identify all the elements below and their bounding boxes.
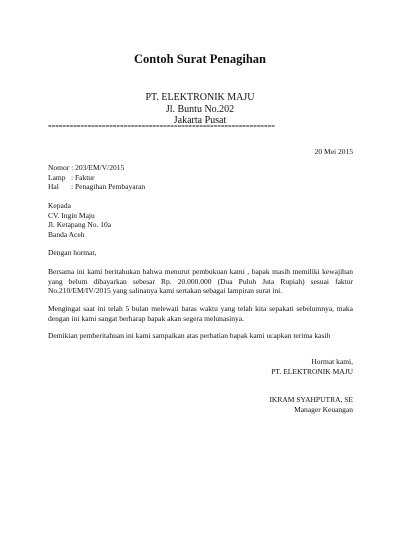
meta-lamp xyxy=(48,173,353,183)
company-street: Jl. Buntu No.202 xyxy=(165,103,235,115)
greeting: Dengan hormat, xyxy=(48,248,97,257)
paragraph-2: Mengingat saat ini telah 5 bulan melewati batas waktu yang telah kita sepakati sebelumnya, maka dengan ini kami sangat berharap bapak akan segera melunasinya. xyxy=(48,304,353,323)
closing-block xyxy=(271,357,353,376)
meta-nomor: Nomor : 203/EM/V/2015 xyxy=(48,163,125,172)
paragraph-3: Demikian pemberitahuan ini kami sampaikan atas perhatian bapak kami ucapkan terima kasih xyxy=(48,331,331,340)
letter-meta xyxy=(48,163,353,192)
letterhead-separator: =============================================================== xyxy=(48,123,275,130)
closing-company: PT. ELEKTRONIK MAJU xyxy=(271,366,353,376)
company-name: PT. ELEKTRONIK MAJU xyxy=(145,92,255,103)
signature-block xyxy=(269,395,353,414)
meta-hal-value: : Penagihan Pembayaran xyxy=(71,182,146,191)
letterhead xyxy=(0,92,400,127)
recipient-block xyxy=(48,201,353,239)
signer-name: IKRAM SYAHPUTRA, SE xyxy=(269,395,353,404)
meta-hal xyxy=(48,182,353,192)
recipient-kepada: Kepada xyxy=(48,201,71,210)
signer-position: Manager Keuangan xyxy=(294,404,353,414)
meta-hal-key: Hal xyxy=(48,182,59,191)
closing-regards: Hormat kami, xyxy=(311,357,353,366)
paragraph-1: Bersama ini kami beritahukan bahwa menurut pembukuan kami , bapak masih memiliki kewajiban yang belum dibayarkan sebesar Rp. 20.000.000 (Dua Puluh Juta Rupiah) sesuai faktur No.210/EM/IV/2015 yang salinanya kami sertakan sebagai lampiran surat ini. xyxy=(48,267,353,295)
recipient-street: Jl. Ketapang No. 10a xyxy=(48,220,112,229)
meta-lamp-key: Lamp xyxy=(48,172,66,182)
recipient-city: Banda Aceh xyxy=(48,229,85,239)
meta-lamp-value: : Faktur xyxy=(71,172,95,182)
recipient-name: CV. Ingin Maju xyxy=(48,210,95,220)
letter-date: 20 Mei 2015 xyxy=(314,147,353,156)
company-city: Jakarta Pusat xyxy=(173,115,227,126)
document-title: Contoh Surat Penagihan xyxy=(134,52,266,66)
